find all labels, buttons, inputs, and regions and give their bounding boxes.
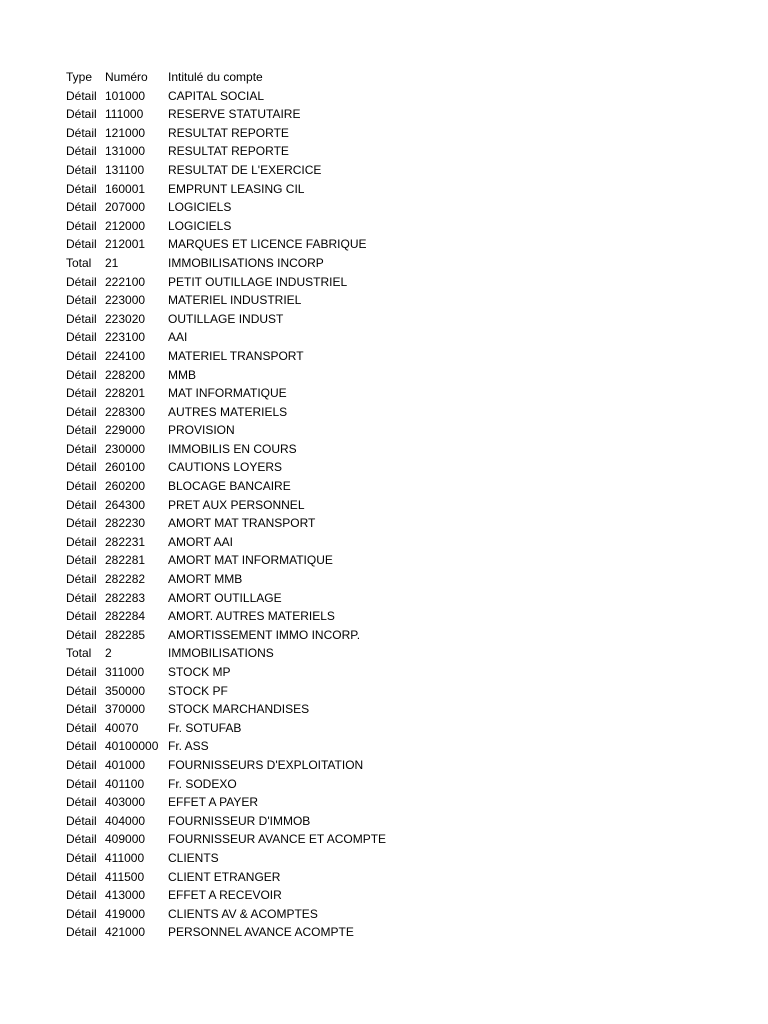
row-type: Détail	[66, 832, 97, 847]
row-intitule: AUTRES MATERIELS	[168, 404, 288, 419]
row-numero: 282231	[105, 534, 146, 549]
row-numero: 21	[105, 255, 119, 270]
row-numero: 2	[105, 646, 112, 661]
row-type: Détail	[66, 237, 97, 252]
row-numero: 230000	[105, 441, 146, 456]
table-row	[66, 551, 488, 570]
row-numero: 131100	[105, 162, 145, 177]
table-row	[66, 533, 488, 552]
row-numero: 101000	[105, 88, 146, 103]
row-intitule: MARQUES ET LICENCE FABRIQUE	[168, 237, 367, 252]
row-numero: 40070	[105, 720, 139, 735]
row-intitule: CLIENTS AV & ACOMPTES	[168, 906, 318, 921]
table-row	[66, 905, 488, 924]
row-intitule: AAI	[168, 330, 188, 345]
table-row	[66, 663, 488, 682]
table-row	[66, 105, 488, 124]
row-numero: 40100000	[105, 739, 159, 754]
row-numero: 282283	[105, 590, 146, 605]
table-header	[66, 68, 488, 87]
row-type: Détail	[66, 367, 97, 382]
table-row	[66, 161, 488, 180]
row-intitule: EFFET A PAYER	[168, 795, 259, 810]
row-type: Détail	[66, 590, 97, 605]
row-type: Détail	[66, 534, 97, 549]
table-row	[66, 719, 488, 738]
header-type: Type	[66, 70, 93, 84]
table-row	[66, 626, 488, 645]
row-numero: 223000	[105, 293, 146, 308]
row-numero: 212000	[105, 218, 146, 233]
row-numero: 282230	[105, 516, 146, 531]
table-row	[66, 589, 488, 608]
row-type: Détail	[66, 813, 97, 828]
table-body	[66, 87, 488, 942]
row-numero: 224100	[105, 348, 146, 363]
row-intitule: PROVISION	[168, 423, 235, 438]
row-intitule: IMMOBILISATIONS INCORP	[168, 255, 324, 270]
row-type: Détail	[66, 479, 97, 494]
row-type: Détail	[66, 665, 97, 679]
row-intitule: STOCK MARCHANDISES	[168, 702, 310, 717]
table-row	[66, 849, 488, 868]
row-intitule: LOGICIELS	[168, 218, 232, 233]
row-numero: 409000	[105, 832, 146, 847]
row-type: Détail	[66, 311, 97, 326]
row-intitule: OUTILLAGE INDUST	[168, 311, 284, 326]
row-intitule: IMMOBILISATIONS	[168, 646, 274, 661]
table-row	[66, 87, 488, 106]
table-row	[66, 180, 488, 199]
row-intitule: RESULTAT DE L'EXERCICE	[168, 162, 322, 177]
table-row	[66, 347, 488, 366]
table-row	[66, 700, 488, 719]
table-row	[66, 886, 488, 905]
row-intitule: AMORT MMB	[168, 572, 243, 587]
row-type: Détail	[66, 906, 97, 921]
table-row	[66, 570, 488, 589]
row-numero: 404000	[105, 813, 146, 828]
row-type: Détail	[66, 125, 97, 140]
table-row	[66, 142, 488, 161]
row-type: Total	[66, 646, 92, 661]
table-row	[66, 421, 488, 440]
row-intitule: LOGICIELS	[168, 200, 232, 215]
row-intitule: STOCK PF	[168, 683, 228, 698]
row-intitule: AMORT. AUTRES MATERIELS	[168, 609, 335, 624]
row-numero: 370000	[105, 702, 146, 717]
row-numero: 282281	[105, 553, 146, 568]
row-numero: 282284	[105, 609, 146, 624]
row-type: Détail	[66, 441, 97, 456]
row-intitule: Fr. ASS	[168, 739, 209, 754]
table-row	[66, 737, 488, 756]
row-type: Détail	[66, 925, 97, 940]
row-type: Détail	[66, 888, 97, 903]
row-intitule: CAUTIONS LOYERS	[168, 460, 283, 475]
table-row	[66, 403, 488, 422]
table-row	[66, 273, 488, 292]
row-intitule: MATERIEL INDUSTRIEL	[168, 293, 302, 308]
table-row	[66, 756, 488, 775]
table-row	[66, 775, 488, 794]
row-type: Détail	[66, 795, 97, 810]
row-intitule: AMORT OUTILLAGE	[168, 590, 282, 605]
row-type: Détail	[66, 423, 97, 438]
row-intitule: AMORT MAT TRANSPORT	[168, 516, 316, 531]
row-numero: 350000	[105, 683, 146, 698]
row-numero: 282285	[105, 627, 146, 642]
row-numero: 311000	[105, 665, 145, 679]
table-row	[66, 124, 488, 143]
row-intitule: RESULTAT REPORTE	[168, 125, 289, 140]
row-numero: 111000	[105, 107, 144, 122]
row-numero: 223100	[105, 330, 146, 345]
table-row	[66, 254, 488, 273]
table-row	[66, 923, 488, 942]
row-type: Détail	[66, 181, 97, 196]
row-intitule: EFFET A RECEVOIR	[168, 888, 282, 903]
row-type: Détail	[66, 850, 97, 865]
row-type: Détail	[66, 274, 97, 289]
row-numero: 223020	[105, 311, 146, 326]
table-row	[66, 366, 488, 385]
table-row	[66, 793, 488, 812]
row-type: Détail	[66, 702, 97, 717]
row-intitule: FOURNISSEURS D'EXPLOITATION	[168, 757, 364, 772]
row-type: Détail	[66, 293, 97, 308]
row-numero: 411000	[105, 850, 145, 865]
row-type: Détail	[66, 553, 97, 568]
table-row	[66, 384, 488, 403]
row-type: Détail	[66, 776, 97, 791]
row-type: Détail	[66, 609, 97, 624]
row-numero: 229000	[105, 423, 146, 438]
row-type: Détail	[66, 330, 97, 345]
row-type: Détail	[66, 869, 97, 884]
row-intitule: PETIT OUTILLAGE INDUSTRIEL	[168, 274, 348, 289]
row-type: Détail	[66, 107, 97, 122]
table-row	[66, 440, 488, 459]
row-numero: 401000	[105, 757, 146, 772]
row-numero: 228300	[105, 404, 146, 419]
table-row	[66, 198, 488, 217]
row-type: Total	[66, 255, 92, 270]
row-intitule: FOURNISSEUR AVANCE ET ACOMPTE	[168, 832, 387, 847]
row-numero: 207000	[105, 200, 146, 215]
table-row	[66, 235, 488, 254]
row-numero: 419000	[105, 906, 146, 921]
row-numero: 222100	[105, 274, 146, 289]
row-numero: 401100	[105, 776, 145, 791]
row-type: Détail	[66, 757, 97, 772]
table-row	[66, 496, 488, 515]
row-intitule: BLOCAGE BANCAIRE	[168, 479, 291, 494]
row-numero: 131000	[105, 144, 146, 159]
row-intitule: CLIENT ETRANGER	[168, 869, 281, 884]
table-row	[66, 291, 488, 310]
table-row	[66, 812, 488, 831]
row-numero: 411500	[105, 869, 145, 884]
row-type: Détail	[66, 88, 97, 103]
row-intitule: CLIENTS	[168, 850, 219, 865]
row-numero: 413000	[105, 888, 146, 903]
row-type: Détail	[66, 683, 97, 698]
row-intitule: PRET AUX PERSONNEL	[168, 497, 305, 512]
row-type: Détail	[66, 162, 97, 177]
table-row	[66, 458, 488, 477]
row-numero: 264300	[105, 497, 146, 512]
row-intitule: Fr. SOTUFAB	[168, 720, 242, 735]
row-type: Détail	[66, 200, 97, 215]
row-intitule: MAT INFORMATIQUE	[168, 386, 287, 401]
table-row	[66, 514, 488, 533]
header-intitule: Intitulé du compte	[168, 70, 263, 84]
row-numero: 121000	[105, 125, 146, 140]
row-type: Détail	[66, 739, 97, 754]
row-type: Détail	[66, 720, 97, 735]
table-row	[66, 217, 488, 236]
row-intitule: Fr. SODEXO	[168, 776, 237, 791]
row-intitule: CAPITAL SOCIAL	[168, 88, 265, 103]
row-numero: 160001	[105, 181, 146, 196]
row-numero: 421000	[105, 925, 146, 940]
row-type: Détail	[66, 348, 97, 363]
row-intitule: IMMOBILIS EN COURS	[168, 441, 297, 456]
row-intitule: MMB	[168, 367, 196, 382]
row-numero: 403000	[105, 795, 146, 810]
row-type: Détail	[66, 218, 97, 233]
row-type: Détail	[66, 144, 97, 159]
table-row	[66, 310, 488, 329]
row-numero: 282282	[105, 572, 146, 587]
row-type: Détail	[66, 627, 97, 642]
row-intitule: MATERIEL TRANSPORT	[168, 348, 304, 363]
row-intitule: EMPRUNT LEASING CIL	[168, 181, 305, 196]
row-intitule: STOCK MP	[168, 665, 231, 679]
row-intitule: AMORT MAT INFORMATIQUE	[168, 553, 333, 568]
row-numero: 228200	[105, 367, 146, 382]
header-numero: Numéro	[105, 70, 148, 84]
row-intitule: RESERVE STATUTAIRE	[168, 107, 301, 122]
account-table	[66, 68, 488, 942]
row-type: Détail	[66, 572, 97, 587]
table-row	[66, 682, 488, 701]
table-row	[66, 477, 488, 496]
row-type: Détail	[66, 386, 97, 401]
table-row	[66, 328, 488, 347]
row-numero: 228201	[105, 386, 146, 401]
row-intitule: FOURNISSEUR D'IMMOB	[168, 813, 311, 828]
row-type: Détail	[66, 497, 97, 512]
row-type: Détail	[66, 404, 97, 419]
row-intitule: AMORTISSEMENT IMMO INCORP.	[168, 627, 361, 642]
row-numero: 260100	[105, 460, 146, 475]
row-intitule: RESULTAT REPORTE	[168, 144, 289, 159]
table-row	[66, 644, 488, 663]
table-row	[66, 868, 488, 887]
row-numero: 260200	[105, 479, 146, 494]
row-numero: 212001	[105, 237, 146, 252]
row-type: Détail	[66, 516, 97, 531]
table-row	[66, 607, 488, 626]
table-row	[66, 830, 488, 849]
row-intitule: PERSONNEL AVANCE ACOMPTE	[168, 925, 354, 940]
row-type: Détail	[66, 460, 97, 475]
row-intitule: AMORT AAI	[168, 534, 233, 549]
